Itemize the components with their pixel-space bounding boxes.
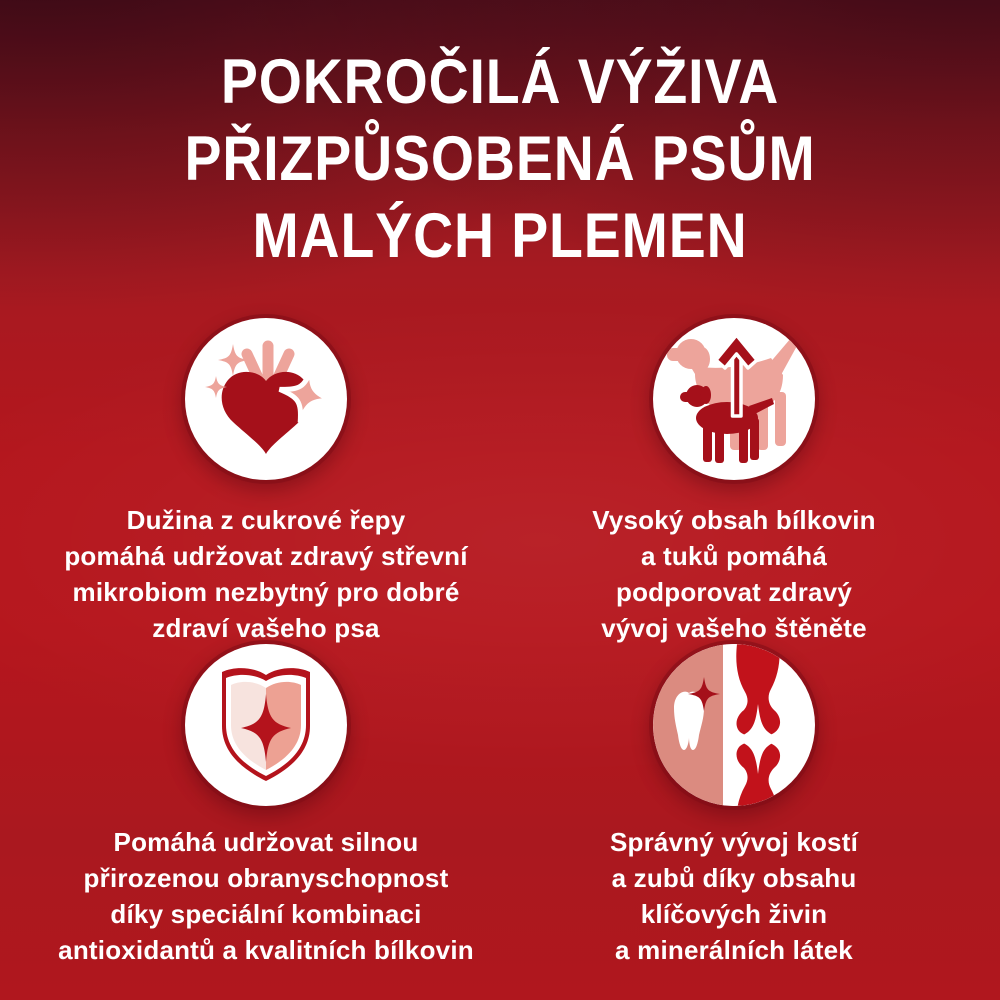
shield-sparkle-icon: [185, 644, 347, 806]
feature-protein-growth: [484, 318, 984, 663]
caption-line: a tuků pomáhá: [640, 541, 828, 571]
feature-beet-pulp: [16, 318, 516, 663]
caption-line: zdraví vašeho psa: [152, 613, 380, 643]
growing-dog-arrow-icon: [653, 318, 815, 480]
icon-badge: [185, 644, 347, 806]
title-line: POKROČILÁ VÝŽIVA: [220, 47, 780, 117]
caption-line: Správný vývoj kostí: [609, 827, 859, 857]
sugar-beet-sparkle-icon: [185, 318, 347, 480]
caption-line: Dužina z cukrové řepy: [126, 505, 406, 535]
caption-line: mikrobiom nezbytný pro dobré: [72, 577, 460, 607]
caption-line: pomáhá udržovat zdravý střevní: [64, 541, 468, 571]
icon-badge: [185, 318, 347, 480]
caption-line: díky speciální kombinaci: [110, 899, 422, 929]
tooth-and-bone-icon: [653, 644, 815, 806]
feature-immunity-shield: [16, 644, 516, 989]
caption-line: antioxidantů a kvalitních bílkovin: [58, 935, 474, 965]
title-line: PŘIZPŮSOBENÁ PSŮM: [184, 124, 816, 194]
caption-line: Vysoký obsah bílkovin: [592, 505, 876, 535]
title-line: MALÝCH PLEMEN: [252, 201, 748, 271]
caption-line: vývoj vašeho štěněte: [601, 613, 867, 643]
page-title: [60, 44, 940, 275]
feature-caption: [484, 824, 984, 968]
icon-badge: [653, 318, 815, 480]
caption-line: klíčových živin: [640, 899, 828, 929]
caption-line: přirozenou obranyschopnost: [83, 863, 449, 893]
icon-badge: [653, 644, 815, 806]
caption-line: a zubů díky obsahu: [611, 863, 857, 893]
caption-line: Pomáhá udržovat silnou: [113, 827, 419, 857]
caption-line: a minerálních látek: [615, 935, 853, 965]
feature-caption: [484, 502, 984, 646]
feature-bones-teeth: [484, 644, 984, 989]
caption-line: podporovat zdravý: [616, 577, 852, 607]
feature-caption: [16, 502, 516, 646]
feature-caption: [16, 824, 516, 968]
